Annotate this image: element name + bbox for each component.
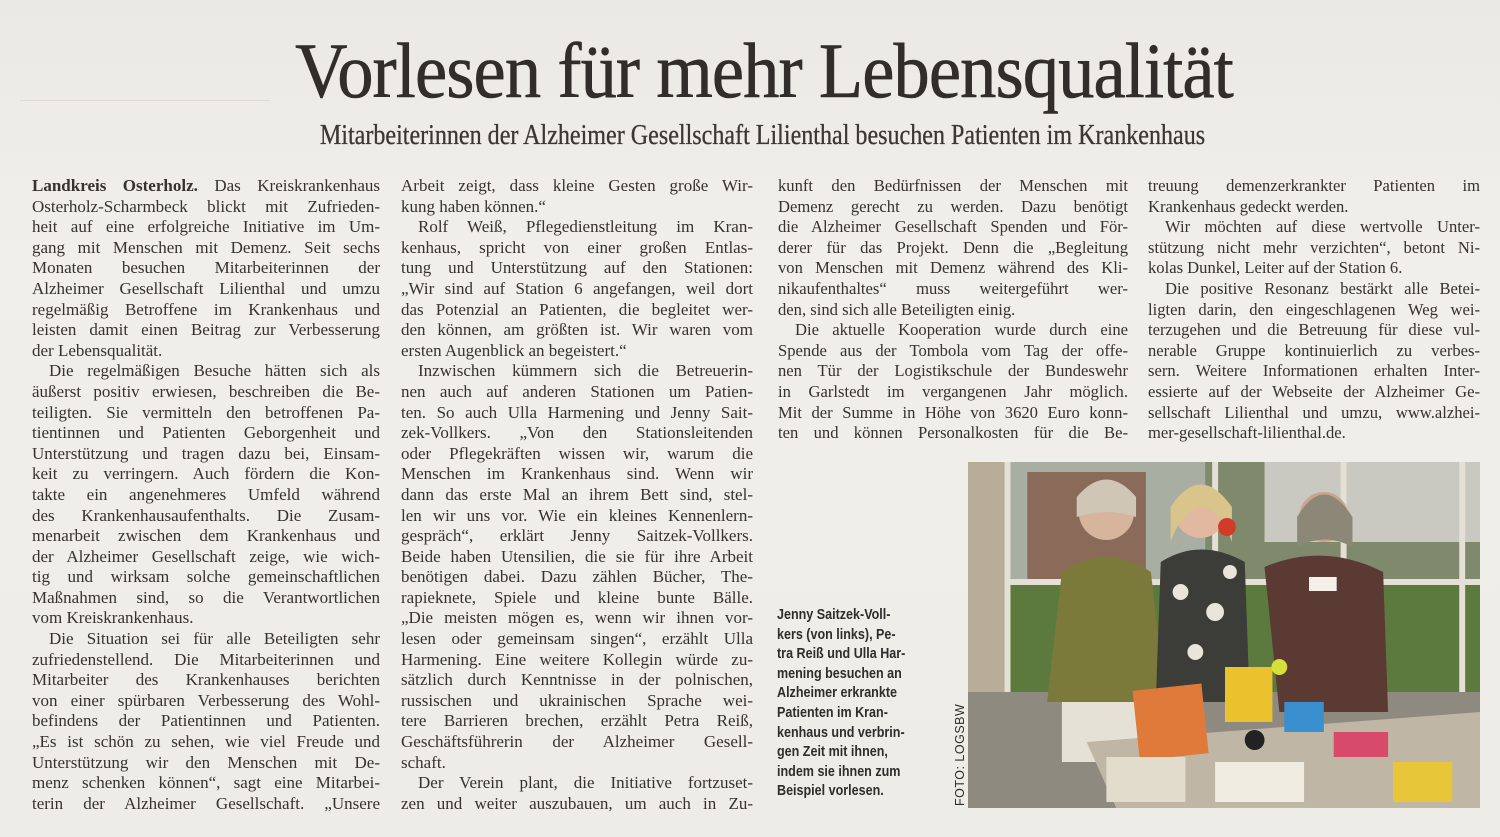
article-paragraph xyxy=(401,176,753,217)
text-line: zufriedenstellend. Die Mitarbeiterinnen und xyxy=(32,649,380,669)
subheadline: Mitarbeiterinnen der Alzheimer Gesellschaft Lilienthal besuchen Patienten im Krankenhaus xyxy=(319,120,1206,151)
article-paragraph xyxy=(401,773,753,814)
photo-caption xyxy=(777,606,947,802)
text-line: vom Kreiskrankenhaus. xyxy=(32,608,194,628)
caption-line: indem sie ihnen zum xyxy=(777,763,901,780)
text-line: treuung demenzerkrankter Patienten im xyxy=(1148,176,1480,195)
text-line: derer für das Projekt. Denn die „Begleitung xyxy=(778,237,1128,257)
article-paragraph xyxy=(32,176,380,361)
text-line: sern. Weitere Informationen erhalten Inter- xyxy=(1148,361,1480,381)
text-line: den, sind sich alle Beteiligten einig. xyxy=(778,299,1016,319)
text-line: russischen und ukrainischen Sprache wei- xyxy=(401,690,753,710)
text-line: tere Barrieren brechen, erzählt Petra Reiß, xyxy=(401,711,753,731)
text-line: Demenz gerecht zu werden. Dazu benötigt xyxy=(778,196,1128,216)
text-line: Alzheimer Gesellschaft Lilienthal und umzu xyxy=(32,278,380,298)
article-paragraph xyxy=(32,361,380,629)
text-line: takte ein angenehmeres Umfeld während xyxy=(32,484,380,504)
text-line: schaft. xyxy=(401,752,446,772)
text-line: tung und Unterstützung auf den Stationen: xyxy=(401,258,753,278)
text-line: Unterstützung und tragen dazu bei, Einsam- xyxy=(32,443,380,463)
text-line: Der Verein plant, die Initiative fortzuset- xyxy=(418,773,753,793)
text-line: Geschäftsführerin der Alzheimer Gesell- xyxy=(401,732,753,752)
caption-line: kers (von links), Pe- xyxy=(777,626,896,643)
text-line: Arbeit zeigt, dass kleine Gesten große Wir- xyxy=(401,176,753,195)
text-span: Das Kreiskrankenhaus xyxy=(197,176,380,195)
text-line: „Die meisten mögen es, wenn wir ihnen vor- xyxy=(401,608,753,628)
text-line: rapieknete, Spiele und kleine bunte Bälle. xyxy=(401,587,753,607)
text-line: stützung nicht mehr verzichten“, betont Ni- xyxy=(1148,237,1480,257)
text-line: gang mit Menschen mit Demenz. Seit sechs xyxy=(32,237,380,257)
text-line: lesen oder gemeinsam singen“, erzählt Ulla xyxy=(401,629,753,649)
article-paragraph xyxy=(1148,279,1480,444)
headline: Vorlesen für mehr Lebensqualität xyxy=(295,27,1233,114)
article-paragraph xyxy=(32,629,380,814)
text-line: essierte auf der Webseite der Alzheimer Ge- xyxy=(1148,381,1480,401)
photo-illustration xyxy=(968,462,1480,808)
text-line: ligten darin, den eingeschlagenen Weg wei- xyxy=(1148,299,1480,319)
text-line: terzugehen und die Betreuung für diese vul- xyxy=(1148,320,1480,340)
caption-line: Jenny Saitzek-Voll- xyxy=(777,607,891,623)
text-line: gespräch“, erklärt Jenny Saitzek-Vollkers. xyxy=(401,526,753,546)
text-line: regelmäßig Betroffene im Krankenhaus und xyxy=(32,299,380,319)
text-line: kung haben können.“ xyxy=(401,196,546,216)
text-line: Wir möchten auf diese wertvolle Unter- xyxy=(1165,217,1480,237)
text-line: befindens der Patientinnen und Patienten. xyxy=(32,711,380,731)
text-line: Menschen im Krankenhaus sind. Wenn wir xyxy=(401,464,753,484)
article-paragraph xyxy=(778,176,1128,320)
text-line: dann das erste Mal an ihrem Bett sind, stel- xyxy=(401,484,753,504)
text-line: benötigen dabei. Dazu zählen Bücher, The- xyxy=(401,567,753,587)
text-line: Beide haben Utensilien, die sie für ihre Arbeit xyxy=(401,546,753,566)
text-line: von einer spürbaren Verbesserung des Wohl- xyxy=(32,690,380,710)
text-line: ten und können Personalkosten für die Be- xyxy=(778,423,1128,443)
text-line: kolas Dunkel, Leiter auf der Station 6. xyxy=(1148,258,1403,278)
text-line: in Garlstedt im vergangenen Jahr möglich. xyxy=(778,381,1128,401)
text-line: Harmening. Eine weitere Kollegin würde zu- xyxy=(401,649,753,669)
text-line: sellschaft Lilienthal und umzu, www.alzhei- xyxy=(1148,402,1480,422)
text-line: Krankenhaus gedeckt werden. xyxy=(1148,196,1349,216)
text-line xyxy=(32,176,380,197)
text-line: äußerst positiv erwiesen, beschreiben die Be- xyxy=(32,381,380,401)
text-line: kunft den Bedürfnissen der Menschen mit xyxy=(778,176,1128,195)
text-line: teiligten. Sie vermitteln den betroffenen Pa- xyxy=(32,402,380,422)
text-line: Monaten besuchen Mitarbeiterinnen der xyxy=(32,258,380,278)
text-line: tientinnen und Patienten Geborgenheit und xyxy=(32,423,380,443)
text-line: nen auch auf anderen Stationen um Patien- xyxy=(401,381,753,401)
article-paragraph xyxy=(401,217,753,361)
text-line: „Wir sind auf Station 6 angefangen, weil dort xyxy=(401,278,753,298)
text-line: Osterholz-Scharmbeck blickt mit Zufrieden- xyxy=(32,196,380,216)
article-photo xyxy=(968,462,1480,808)
text-line: heit auf eine erfolgreiche Initiative im Um- xyxy=(32,217,380,237)
text-line: „Es ist schön zu sehen, wie viel Freude und xyxy=(32,732,380,752)
article-column-2 xyxy=(401,176,753,814)
text-line: menarbeit zwischen dem Krankenhaus und xyxy=(32,526,380,546)
text-line: Die regelmäßigen Besuche hätten sich als xyxy=(49,361,380,381)
text-line: von Menschen mit Demenz während des Kli- xyxy=(778,258,1128,278)
photo-credit: FOTO: LOGSBW xyxy=(953,703,967,806)
caption-line: Patienten im Kran- xyxy=(777,704,888,721)
text-line: nen Tür der Logistikschule der Bundeswehr xyxy=(778,361,1128,381)
text-line: keit zu verringern. Auch fördern die Kon- xyxy=(32,464,380,484)
article-paragraph xyxy=(1148,217,1480,279)
text-line: mer-gesellschaft-lilienthal.de. xyxy=(1148,423,1346,443)
text-line: Die positive Resonanz bestärkt alle Betei- xyxy=(1165,278,1480,298)
text-line: sätzlich durch Kenntnisse in der polnischen, xyxy=(401,670,753,690)
caption-line: kenhaus und verbrin- xyxy=(777,724,905,741)
text-line: nikaufenthaltes“ muss weitergeführt wer- xyxy=(778,278,1128,298)
dateline: Landkreis Osterholz. xyxy=(32,176,198,195)
text-line: Spende aus der Tombola vom Tag der offe- xyxy=(778,340,1128,360)
text-line: Die Situation sei für alle Beteiligten sehr xyxy=(49,629,380,649)
text-line: den können, am größten ist. Wir waren vom xyxy=(401,320,753,340)
text-line: des Krankenhausaufenthalts. Die Zusam- xyxy=(32,505,380,525)
article-column-1 xyxy=(32,176,380,814)
text-line: Die aktuelle Kooperation wurde durch eine xyxy=(795,320,1128,340)
article-paragraph xyxy=(1148,176,1480,217)
text-line: der Lebensqualität. xyxy=(32,340,163,360)
text-line: ten. So auch Ulla Harmening und Jenny Sait- xyxy=(401,402,753,422)
text-line: das Potenzial an Patienten, die begleitet wer- xyxy=(401,299,753,319)
text-line: Mit der Summe in Höhe von 3620 Euro konn- xyxy=(778,402,1128,422)
caption-line: tra Reiß und Ulla Har- xyxy=(777,646,906,663)
text-line: Unterstützung wir den Menschen mit De- xyxy=(32,752,380,772)
text-line: len wir uns vor. Wie ein kleines Kennenlern- xyxy=(401,505,753,525)
text-line: kenhaus, spricht von einer großen Entlas- xyxy=(401,237,753,257)
text-line: der Alzheimer Gesellschaft zeige, wie wich- xyxy=(32,546,380,566)
article-paragraph xyxy=(401,361,753,773)
caption-line: Alzheimer erkrankte xyxy=(777,685,897,702)
text-line: ersten Augenblick an begeistert.“ xyxy=(401,340,627,360)
text-line: Inzwischen kümmern sich die Betreuerin- xyxy=(418,361,753,381)
text-line: terin der Alzheimer Gesellschaft. „Unsere xyxy=(32,793,380,813)
text-line: zen und weiter auszubauen, um auch in Zu- xyxy=(401,793,753,813)
text-line: Rolf Weiß, Pflegedienstleitung im Kran- xyxy=(418,217,753,237)
article-column-3 xyxy=(778,176,1128,444)
caption-line: Beispiel vorlesen. xyxy=(777,783,884,800)
text-line: zek-Vollkers. „Von den Stationsleitenden xyxy=(401,423,753,443)
text-line: leisten damit einen Beitrag zur Verbesserung xyxy=(32,320,380,340)
text-line: Maßnahmen sind, so die Verantwortlichen xyxy=(32,587,380,607)
text-line: die Alzheimer Gesellschaft Spenden und För- xyxy=(778,217,1128,237)
text-line: menz schenken können“, sagt eine Mitarbei- xyxy=(32,773,380,793)
text-line: nerable Gruppe kontinuierlich zu verbes- xyxy=(1148,340,1480,360)
caption-line: mening besuchen an xyxy=(777,665,902,682)
article-paragraph xyxy=(778,320,1128,444)
text-line: Mitarbeiter des Krankenhauses berichten xyxy=(32,670,380,690)
text-line: oder Pflegekräften wissen wir, warum die xyxy=(401,443,753,463)
article-column-4 xyxy=(1148,176,1480,444)
text-line: tig und wirksam solche gemeinschaftlichen xyxy=(32,567,380,587)
caption-line: gen Zeit mit ihnen, xyxy=(777,744,888,761)
